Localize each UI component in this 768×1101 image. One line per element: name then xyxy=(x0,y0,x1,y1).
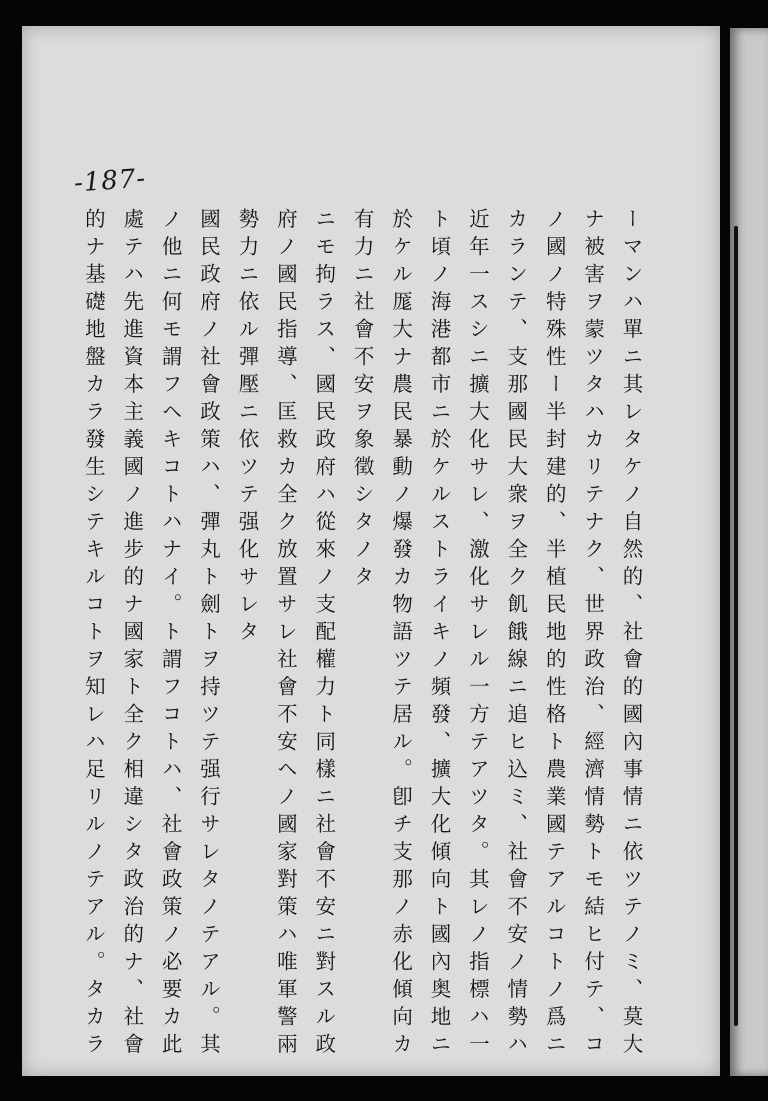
text-column: ノ國ノ特殊性ー半封建的、半植民地的性格ト農業國テアルコトノ爲ニ xyxy=(542,208,567,1061)
text-column: 國民政府ノ社會政策ハ、彈丸ト劍トヲ持ツテ强行サレタノテアル。其 xyxy=(196,208,221,1061)
text-column: 勢力ニ依ル彈壓ニ依ツテ强化サレタ xyxy=(234,208,259,648)
text-column: ノ他ニ何モ謂フヘキコトハナイ。ト謂フコトハ、社會政策ノ必要カ此 xyxy=(158,208,183,1061)
text-column: ト頃ノ海港都市ニ於ケルストライキノ頻發、擴大化傾向ト國內奥地ニ xyxy=(426,208,451,1061)
text-column: カランテ、支那國民大衆ヲ全ク飢餓線ニ追ヒ込ミ、社會不安ノ情勢ハ xyxy=(503,208,528,1061)
text-column: 近年一スシニ擴大化サレ、激化サレル一方テアツタ。其レノ指標ハ一 xyxy=(465,208,490,1061)
binding-shadow xyxy=(734,226,738,1026)
text-column: ニモ拘ラス、國民政府ハ從來ノ支配權力ト同樣ニ社會不安ニ對スル政 xyxy=(311,208,336,1061)
body-text xyxy=(74,208,650,1061)
text-column: 有力ニ社會不安ヲ象徵シタノタ xyxy=(350,208,375,593)
text-column: 處テハ先進資本主義國ノ進步的ナ國家ト全ク相違シタ政治的ナ、社會 xyxy=(119,208,144,1061)
text-column: ーマンハ單ニ其レタケノ自然的、社會的國內事情ニ依ツテノミ、莫大 xyxy=(619,208,643,1061)
text-column: 府ノ國民指導、匡救カ全ク放置サレ社會不安ヘノ國家對策ハ唯軍警兩 xyxy=(273,208,298,1061)
text-column: 的ナ基礎地盤カラ發生シテキルコトヲ知レハ足リルノテアル。タカラ xyxy=(81,208,106,1061)
text-column: ナ被害ヲ蒙ツタハカリテナク、世界政治、經濟情勢トモ結ヒ付テ、コ xyxy=(580,208,605,1061)
text-column: 於ケル厖大ナ農民暴動ノ爆發カ物語ツテ居ル。卽チ支那ノ赤化傾向カ xyxy=(388,208,413,1061)
page-number: -187- xyxy=(73,163,148,199)
